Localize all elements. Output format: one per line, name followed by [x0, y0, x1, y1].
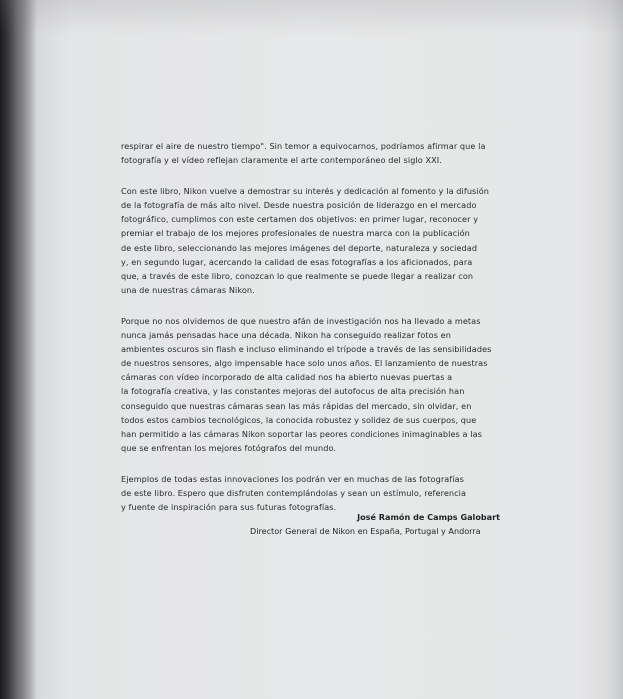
body-text	[121, 139, 503, 531]
paragraph-1: respirar el aire de nuestro tiempo". Sin temor a equivocarnos, podríamos afirmar que la fotografía y el vídeo reflejan claramente el arte contemporáneo del siglo XXI.	[121, 141, 486, 166]
paragraph-3: Porque no nos olvidemos de que nuestro afán de investigación nos ha llevado a metas nunca jamás pensadas hace una década. Nikon ha conseguido realizar fotos en ambientes oscuros sin flash e incluso eliminando el trípode a través de las sensibilidades de nuestros sensores, algo impensable hace solo unos años. El lanzamiento de nuestras cámaras con vídeo incorporado de alta calidad nos ha abierto nuevas puertas a la fotografía creativa, y las constantes mejoras del autofocus de alta precisión han conseguido que nuestras cámaras sean las más rápidas del mercado, sin olvidar, en todos estos cambios tecnológicos, la conocida robustez y solidez de sus cuerpos, que han permitido a las cámaras Nikon soportar las peores condiciones inimaginables a las que se enfrentan los mejores fotógrafos del mundo.	[121, 315, 492, 453]
signature-name: José Ramón de Camps Galobart	[357, 512, 500, 522]
page-top-shading	[0, 0, 623, 36]
page-gutter-shadow	[0, 0, 38, 699]
signature-block	[248, 510, 500, 538]
paragraph-4: Ejemplos de todas estas innovaciones los podrán ver en muchas de las fotografías de este libro. Espero que disfruten contemplándolas y sean un estímulo, referencia y fuente de inspiración para sus futuras fotografías.	[121, 473, 467, 513]
signature-role: Director General de Nikon en España, Portugal y Andorra	[250, 526, 481, 537]
paragraph-2: Con este libro, Nikon vuelve a demostrar su interés y dedicación al fomento y la difusión de la fotografía de más alto nivel. Desde nuestra posición de liderazgo en el mercado fotográfico, cumplimos con este certamen dos objetivos: en primer lugar, reconocer y premiar el trabajo de los mejores profesionales de nuestra marca con la publicación de este libro, seleccionando las mejores imágenes del deporte, naturaleza y sociedad y, en segundo lugar, acercando la calidad de esas fotografías a los aficionados, para que, a través de este libro, conozcan lo que realmente se puede llegar a realizar con una de nuestras cámaras Nikon.	[121, 186, 489, 295]
